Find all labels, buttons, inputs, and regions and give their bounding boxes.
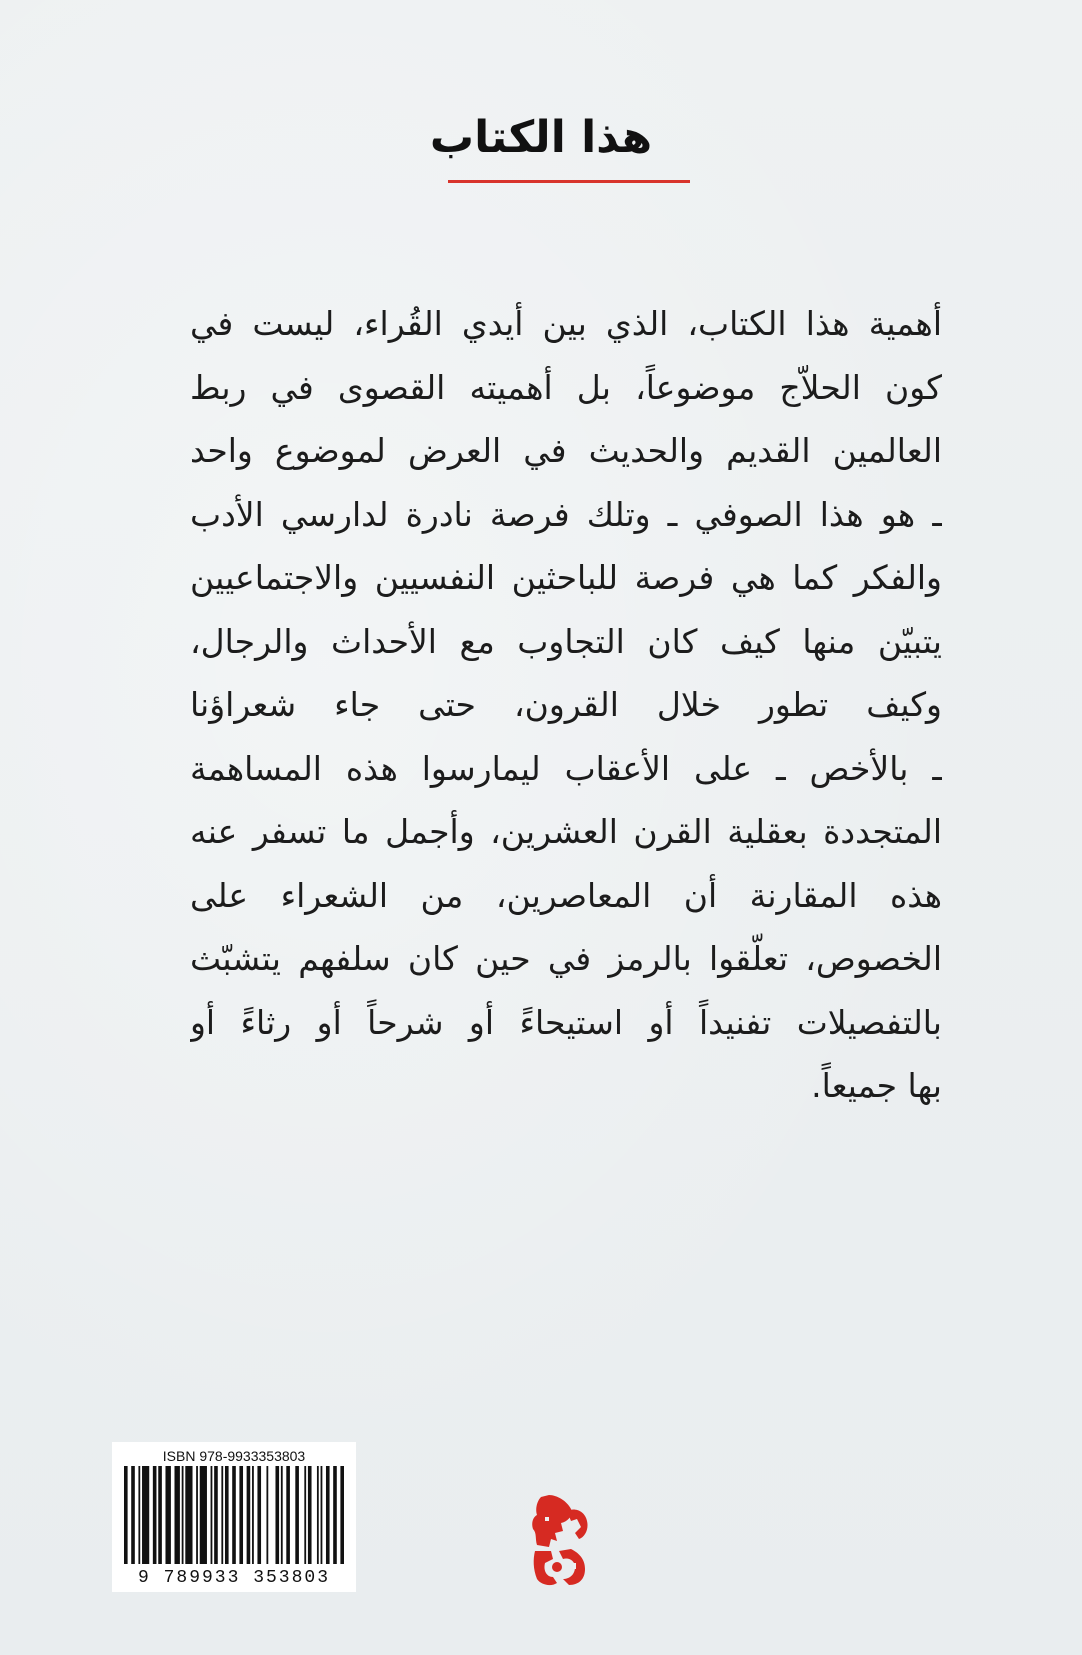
barcode-bar <box>275 1466 279 1564</box>
blurb-line: بالتفصيلات تفنيداً أو استيحاءً أو شرحاً أو رثاءً أو <box>190 1002 942 1042</box>
blurb-line: هذه المقارنة أن المعاصرين، من الشعراء على <box>190 875 942 915</box>
barcode-bar <box>196 1466 198 1564</box>
blurb-line: الخصوص، تعلّقوا بالرمز في حين كان سلفهم يتشبّث <box>190 939 942 978</box>
barcode-bar <box>308 1466 312 1564</box>
barcode-bars <box>124 1466 344 1566</box>
barcode-bar <box>239 1466 243 1564</box>
blurb-line: ـ هو هذا الصوفي ـ وتلك فرصة نادرة لدارسي الأدب <box>190 494 942 534</box>
barcode-bar <box>321 1466 323 1564</box>
barcode-bar <box>340 1466 344 1564</box>
barcode-bar <box>158 1466 162 1564</box>
barcode-bar <box>221 1466 223 1564</box>
isbn-barcode <box>112 1442 356 1592</box>
barcode-bar <box>211 1466 213 1564</box>
barcode-bar <box>326 1466 330 1564</box>
barcode-bar <box>317 1466 319 1564</box>
barcode-bar <box>185 1466 192 1564</box>
isbn-label: ISBN 978-9933353803 <box>162 1448 306 1464</box>
barcode-bar <box>182 1466 184 1564</box>
blurb-line: والفكر كما هي فرصة للباحثين النفسيين والاجتماعيين <box>190 558 942 597</box>
blurb-text <box>190 292 942 1118</box>
blurb-line: المتجددة بعقلية القرن العشرين، وأجمل ما تسفر عنه <box>190 812 942 851</box>
blurb-line: بها جميعاً. <box>811 1066 942 1105</box>
barcode-bar <box>138 1466 140 1564</box>
barcode-bar <box>266 1466 268 1564</box>
barcode-bar <box>232 1466 236 1564</box>
barcode-bar <box>200 1466 207 1564</box>
barcode-bar <box>124 1466 128 1564</box>
cover-title: هذا الكتاب <box>429 112 653 163</box>
barcode-bar <box>142 1466 149 1564</box>
barcode-bar <box>295 1466 299 1564</box>
barcode-bar <box>153 1466 157 1564</box>
blurb-line: وكيف تطور خلال القرون، حتى جاء شعراؤنا <box>190 685 942 724</box>
barcode-bar <box>257 1466 261 1564</box>
barcode-bar <box>174 1466 179 1564</box>
title-underline <box>448 180 690 183</box>
publisher-logo-icon <box>527 1493 593 1589</box>
barcode-digits: 9 789933 353803 <box>137 1568 331 1588</box>
blurb-line: كون الحلاّج موضوعاً، بل أهميته القصوى في ربط <box>190 367 942 407</box>
barcode-bar <box>165 1466 170 1564</box>
barcode-bar <box>286 1466 290 1564</box>
barcode-bar <box>304 1466 306 1564</box>
blurb-line: أهمية هذا الكتاب، الذي بين أيدي القُراء، ليست في <box>190 304 942 343</box>
barcode-bar <box>281 1466 283 1564</box>
barcode-bar <box>225 1466 229 1564</box>
barcode-bar <box>252 1466 254 1564</box>
barcode-bar <box>214 1466 218 1564</box>
barcode-bar <box>131 1466 135 1564</box>
blurb-line: ـ بالأخص ـ على الأعقاب ليمارسوا هذه المساهمة <box>190 748 942 788</box>
barcode-bar <box>333 1466 337 1564</box>
blurb-line: يتبيّن منها كيف كان التجاوب مع الأحداث والرجال، <box>190 621 942 661</box>
barcode-bar <box>247 1466 251 1564</box>
blurb-line: العالمين القديم والحديث في العرض لموضوع واحد <box>190 431 942 470</box>
